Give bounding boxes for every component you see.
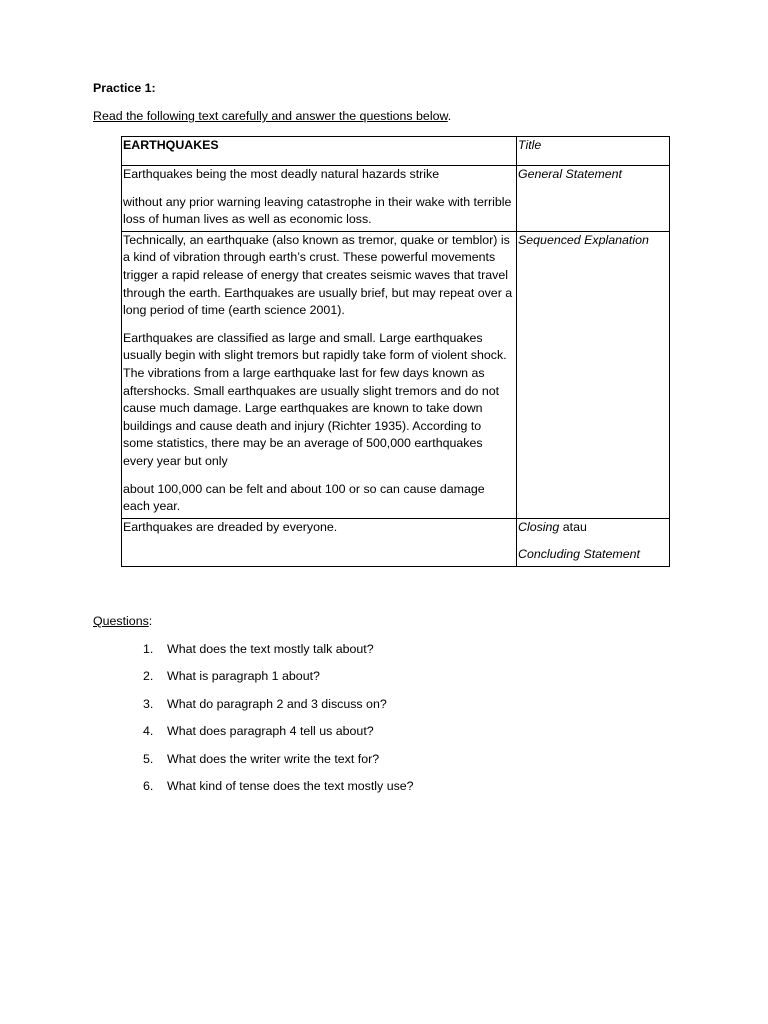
question-text: What kind of tense does the text mostly use? bbox=[167, 778, 414, 793]
practice-heading: Practice 1: bbox=[93, 81, 156, 95]
question-text: What does paragraph 4 tell us about? bbox=[167, 724, 374, 739]
cell-title-label bbox=[517, 137, 670, 166]
question-item bbox=[143, 723, 414, 750]
question-item bbox=[143, 751, 414, 778]
question-text: What does the writer write the text for? bbox=[167, 751, 380, 766]
text-title: EARTHQUAKES bbox=[123, 138, 219, 152]
label-title: Title bbox=[518, 138, 542, 152]
question-text: What do paragraph 2 and 3 discuss on? bbox=[167, 696, 387, 711]
cell-closing-text bbox=[122, 518, 517, 566]
question-number: 3. bbox=[143, 696, 154, 711]
question-text: What is paragraph 1 about? bbox=[167, 669, 320, 684]
paragraph-explanation-1: Technically, an earthquake (also known as tremor, quake or temblor) is a kind of vibration through earth’s crust. These powerful movements trigger a rapid release of energy that creates seismic waves that travel through the earth. Earthquakes are usually brief, but may repeat over a long period of time (earth science 2001). bbox=[123, 232, 513, 318]
cell-explanation-text bbox=[122, 231, 517, 518]
instruction-period: . bbox=[447, 109, 452, 123]
label-concluding-statement: Concluding Statement bbox=[518, 547, 640, 562]
question-item bbox=[143, 668, 414, 695]
paragraph-explanation-2: Earthquakes are classified as large and small. Large earthquakes usually begin with slight tremors but rapidly take form of violent shock. The vibrations from a large earthquake last for few days known as aftershocks. Small earthquakes are usually slight tremors and do not cause much damage. Large earthquakes are known to take down buildings and cause death and injury (Richter 1935). According to some statistics, there may be an average of 500,000 earthquakes every year but only bbox=[123, 330, 507, 468]
cell-general-statement-label bbox=[517, 166, 670, 232]
text-structure-table bbox=[121, 136, 670, 567]
instruction-text bbox=[93, 109, 451, 123]
paragraph-closing: Earthquakes are dreaded by everyone. bbox=[123, 519, 338, 534]
question-number: 2. bbox=[143, 669, 154, 684]
cell-title-text bbox=[122, 137, 517, 166]
question-item bbox=[143, 778, 414, 805]
question-item bbox=[143, 696, 414, 723]
questions-list bbox=[143, 641, 414, 805]
paragraph-explanation-3: about 100,000 can be felt and about 100 or so can cause damage each year. bbox=[123, 481, 485, 514]
question-item bbox=[143, 641, 414, 668]
label-sequenced-explanation: Sequenced Explanation bbox=[518, 232, 649, 247]
table-row-sequenced-explanation bbox=[122, 231, 670, 518]
question-text: What does the text mostly talk about? bbox=[167, 642, 374, 656]
paragraph-general-2: without any prior warning leaving catastrophe in their wake with terrible loss of human lives as well as economic loss. bbox=[123, 194, 512, 227]
table-row-closing bbox=[122, 518, 670, 566]
table-row-general-statement bbox=[122, 166, 670, 232]
cell-closing-label bbox=[517, 518, 670, 566]
label-general-statement: General Statement bbox=[518, 167, 623, 181]
questions-colon: : bbox=[148, 614, 153, 628]
cell-explanation-label bbox=[517, 231, 670, 518]
instruction-underlined: Read the following text carefully and answer the questions below bbox=[93, 109, 448, 123]
label-atau: atau bbox=[559, 519, 587, 534]
question-number: 6. bbox=[143, 778, 154, 793]
questions-heading bbox=[93, 614, 152, 628]
question-number: 5. bbox=[143, 751, 154, 766]
label-closing-line bbox=[518, 519, 667, 537]
question-number: 4. bbox=[143, 724, 154, 739]
questions-label: Questions bbox=[93, 614, 149, 628]
paragraph-general-1: Earthquakes being the most deadly natural hazards strike bbox=[123, 167, 440, 181]
question-number: 1. bbox=[143, 642, 154, 656]
table-row-title bbox=[122, 137, 670, 166]
cell-general-statement-text bbox=[122, 166, 517, 232]
label-closing: Closing bbox=[518, 519, 560, 534]
